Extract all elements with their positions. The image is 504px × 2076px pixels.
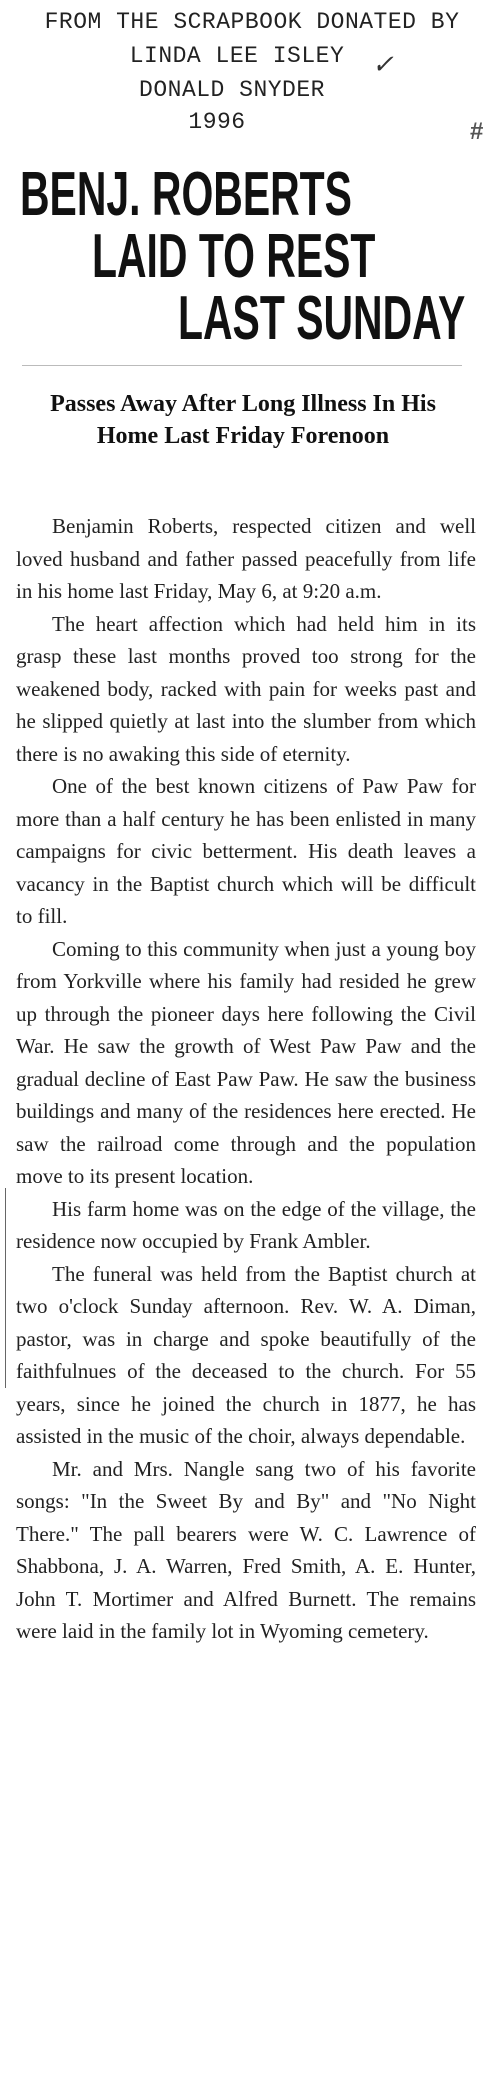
- header-donor-1: LINDA LEE ISLEY: [129, 43, 345, 69]
- headline-line-1: BENJ. ROBERTS: [20, 160, 352, 229]
- paragraph: His farm home was on the edge of the village, the residence now occupied by Frank Ambler.: [16, 1196, 476, 1253]
- paragraph: Mr. and Mrs. Nangle sang two of his favorite songs: "In the Sweet By and By" and "No Night There." The pall bearers were W. C. Lawrence of Shabbona, J. A. Warren, Fred Smith, A. E. Hunter, John T. Mortimer and Alfred Burnett. The remains were laid in the family lot in Wyoming cemetery.: [16, 1456, 476, 1643]
- article-body: [16, 510, 476, 1648]
- paragraph: Benjamin Roberts, respected citizen and well loved husband and father passed peacefully from life in his home last Friday, May 6, at 9:20 a.m.: [16, 514, 476, 603]
- page-mark: #: [470, 118, 484, 145]
- headline-divider: [22, 365, 462, 366]
- header-donation-line: FROM THE SCRAPBOOK DONATED BY: [44, 9, 460, 35]
- paragraph: The heart affection which had held him in its grasp these last months proved too strong for the weakened body, racked with pain for weeks past and he slipped quietly at last into the slumber from which there is no awaking this side of eternity.: [16, 611, 476, 766]
- headline-line-3: LAST SUNDAY: [178, 284, 466, 353]
- handwritten-check-icon: ✓: [372, 50, 394, 79]
- headline-line-2: LAID TO REST: [92, 222, 376, 291]
- paragraph: The funeral was held from the Baptist church at two o'clock Sunday afternoon. Rev. W. A. Diman, pastor, was in charge and spoke beautifully of the faithfulnues of the deceased to the church. For 55 years, since he joined the church in 1877, he has assisted in the music of the choir, always dependable.: [16, 1261, 476, 1448]
- clipping-edge-mark: [5, 1188, 6, 1388]
- header-donor-2: DONALD SNYDER: [139, 77, 325, 103]
- paragraph: One of the best known citizens of Paw Paw for more than a half century he has been enlisted in many campaigns for civic betterment. His death leaves a vacancy in the Baptist church which will be difficult to fill.: [16, 774, 476, 928]
- subheadline: Passes Away After Long Illness In His Home Last Friday Forenoon: [50, 391, 436, 449]
- header-year: 1996: [188, 109, 246, 135]
- paragraph: Coming to this community when just a young boy from Yorkville where his family had resided he grew up through the pioneer days here following the Civil War. He saw the growth of West Paw Paw and the gradual decline of East Paw Paw. He saw the business buildings and many of the residences here erected. He saw the railroad come through and the population move to its present location.: [16, 936, 476, 1188]
